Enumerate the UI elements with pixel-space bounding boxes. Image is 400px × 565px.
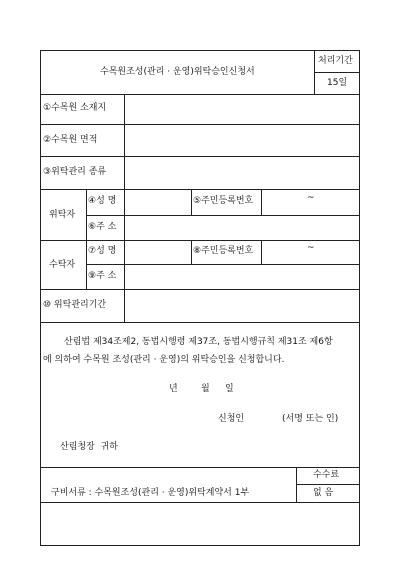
fee-label: 수수료 [313,470,340,480]
divider [261,189,262,215]
date-year: 년 [169,384,178,394]
trustor-id-label: ⑤주민등록번호 [193,196,254,206]
processing-label: 처리기간 [318,56,353,66]
trustee-id-label: ⑧주민등록번호 [193,246,254,256]
signature-placeholder: (서명 또는 인) [282,414,339,424]
divider [40,189,360,190]
divider [314,72,360,73]
location-label: ①수목원 소재지 [43,103,107,113]
addressee: 산림청장 귀하 [60,442,118,452]
divider [40,322,360,323]
date-month: 월 [201,384,210,394]
divider [40,240,360,241]
type-label: ③위탁관리 종류 [43,167,107,177]
divider [124,94,125,189]
divider [191,240,192,264]
trustee-name-label: ⑦성 명 [88,246,117,256]
trustor-id-separator: ~ [307,193,315,203]
processing-value: 15일 [327,78,348,88]
divider [191,189,192,215]
divider [40,289,360,290]
divider [40,124,360,125]
divider [86,264,360,265]
trustee-id-separator: ~ [307,243,315,253]
fee-value: 없 음 [313,488,334,498]
divider [296,484,360,485]
required-docs: 구비서류 : 수목원조성(관리 · 운영)위탁계약서 1부 [51,488,250,498]
divider [40,467,360,468]
trustee-address-label: ⑨주 소 [88,271,117,281]
trustor-name-label: ④성 명 [88,196,117,206]
divider [40,502,360,503]
divider [40,94,360,95]
period-label: ⑩ 위탁관리기간 [43,300,107,310]
divider [124,289,125,322]
divider [261,240,262,264]
date-day: 일 [225,384,234,394]
trustee-label: 수탁자 [49,260,76,270]
trustor-address-label: ⑥주 소 [88,222,117,232]
divider [86,215,360,216]
divider [124,189,125,289]
applicant-label: 신청인 [218,414,245,424]
statement-line-2: 에 의하여 수목원 조성(관리 · 운영)의 위탁승인을 신청합니다. [43,355,285,365]
divider [40,156,360,157]
divider [86,189,87,289]
trustor-label: 위탁자 [49,210,76,220]
form-title: 수목원조성(관리 · 운영)위탁승인신청서 [100,67,255,77]
statement-line-1: 산림법 제34조제2, 동법시행령 제37조, 동법시행규칙 제31조 제6항 [64,337,333,347]
area-label: ②수목원 면적 [43,135,98,145]
